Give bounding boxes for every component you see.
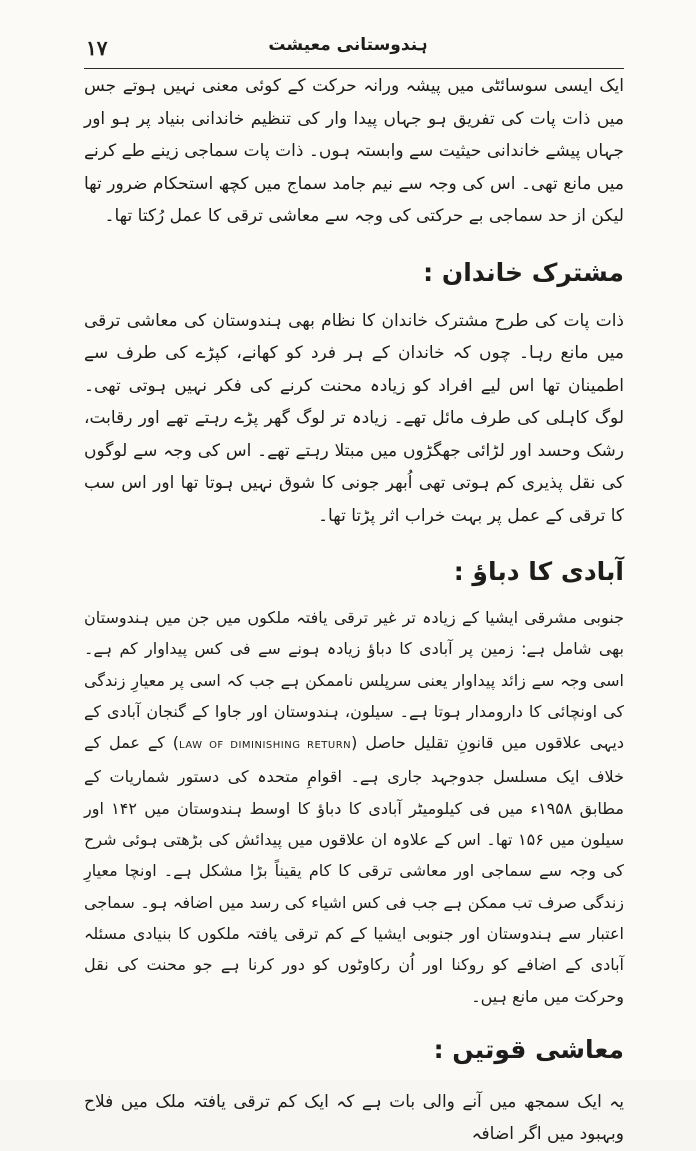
page-header bbox=[0, 28, 696, 68]
paragraph-population-pressure bbox=[84, 602, 624, 1012]
heading-population-pressure: آبادی کا دباؤ : bbox=[453, 557, 624, 586]
running-title: ہندوستانی معیشت bbox=[268, 35, 428, 55]
paragraph-caste-mobility: ایک ایسی سوسائٹی میں پیشہ ورانہ حرکت کے کوئی معنی نہیں ہوتے جس میں ذات پات کی تفریق ہو جہاں پیدا وار کی تنظیم خاندانی بنیاد پر ہو اور جہاں پیشے خاندانی حیثیت سے وابستہ ہوں۔ ذات پات سماجی زینے طے کرنے میں مانع تھی۔ اس کی وجہ سے نیم جامد سماج میں کچھ استحکام ضرور تھا لیکن از حد سماجی بے حرکتی کی وجہ سے معاشی ترقی کا عمل رُکتا تھا۔ bbox=[84, 76, 624, 226]
english-term-diminishing-return: LAW OF DIMINISHING RETURN bbox=[179, 740, 352, 752]
population-text-part2: ) کے عمل کے خلاف ایک مسلسل جدوجہد جاری ہے۔ اقوامِ متحدہ کی دستور شماریات کے مطابق ۱۹۵۸ء میں فی کیلومیٹر آبادی کا دباؤ کا اوسط ہندوستان میں ۱۴۲ اور سیلون میں ۱۵۶ تھا۔ اس کے علاوہ ان علاقوں میں پیدائش کی بڑھتی ہوئی شرح کی وجہ سے سماجی اور معاشی ترقی کا کام یقیناً بڑا مشکل ہے۔ اونچا معیارِ زندگی صرف تب ممکن ہے جب فی کس اشیاء کی رسد میں اضافہ ہو۔ سماجی اعتبار سے ہندوستان اور جنوبی ایشیا کے کم ترقی یافتہ ملکوں کا بنیادی مسئلہ آبادی کے اضافے کو روکنا اور اُن رکاوٹوں کو دور کرنا ہے جو محنت کی نقل وحرکت میں مانع ہیں۔ bbox=[84, 733, 625, 1006]
heading-joint-family: مشترک خاندان : bbox=[423, 257, 624, 287]
paragraph-joint-family: ذات پات کی طرح مشترک خاندان کا نظام بھی ہندوستان کی معاشی ترقی میں مانع رہا۔ چوں کہ خاندان کے ہر فرد کو کھانے، کپڑے کی طرف سے اطمینان تھا اس لیے افراد کو زیادہ محنت کرنے کی فکر نہیں ہوتی تھی۔ لوگ کاہلی کی طرف مائل تھے۔ زیادہ تر لوگ گھر پڑے رہتے تھے اور رقابت، رشک وحسد اور لڑائی جھگڑوں میں مبتلا رہتے تھے۔ اس کی وجہ سے لوگوں کی نقل پذیری کم ہوتی تھی اُبھر جونی کا شوق نہیں ہوتا تھا اور اس سب کا ترقی کے عمل پر بہت خراب اثر پڑتا تھا۔ bbox=[84, 310, 624, 526]
page-body bbox=[84, 70, 624, 1151]
population-text-part1: جنوبی مشرقی ایشیا کے زیادہ تر غیر ترقی یافتہ ملکوں میں جن میں ہندوستان بھی شامل ہے: زمین پر آبادی کا دباؤ زیادہ ہونے سے فی کس پیداوار کم ہے۔ اسی وجہ سے زائد پیداوار یعنی سرپلس ناممکن ہے جب کہ اسی پر معیارِ زندگی کی اونچائی کا دارومدار ہوتا ہے۔ سیلون، ہندوستان اور جاوا کے گنجان آبادی کے دیہی علاقوں میں قانونِ تقلیل حاصل ( bbox=[84, 608, 624, 753]
page-number: ۱۷ bbox=[86, 36, 108, 60]
header-rule bbox=[84, 68, 624, 69]
paragraph-economic-forces: یہ ایک سمجھ میں آنے والی بات ہے کہ ایک کم ترقی یافتہ ملک میں فلاح وبہبود میں اگر اضافہ bbox=[84, 1091, 624, 1145]
heading-economic-forces: معاشی قوتیں : bbox=[433, 1034, 624, 1064]
